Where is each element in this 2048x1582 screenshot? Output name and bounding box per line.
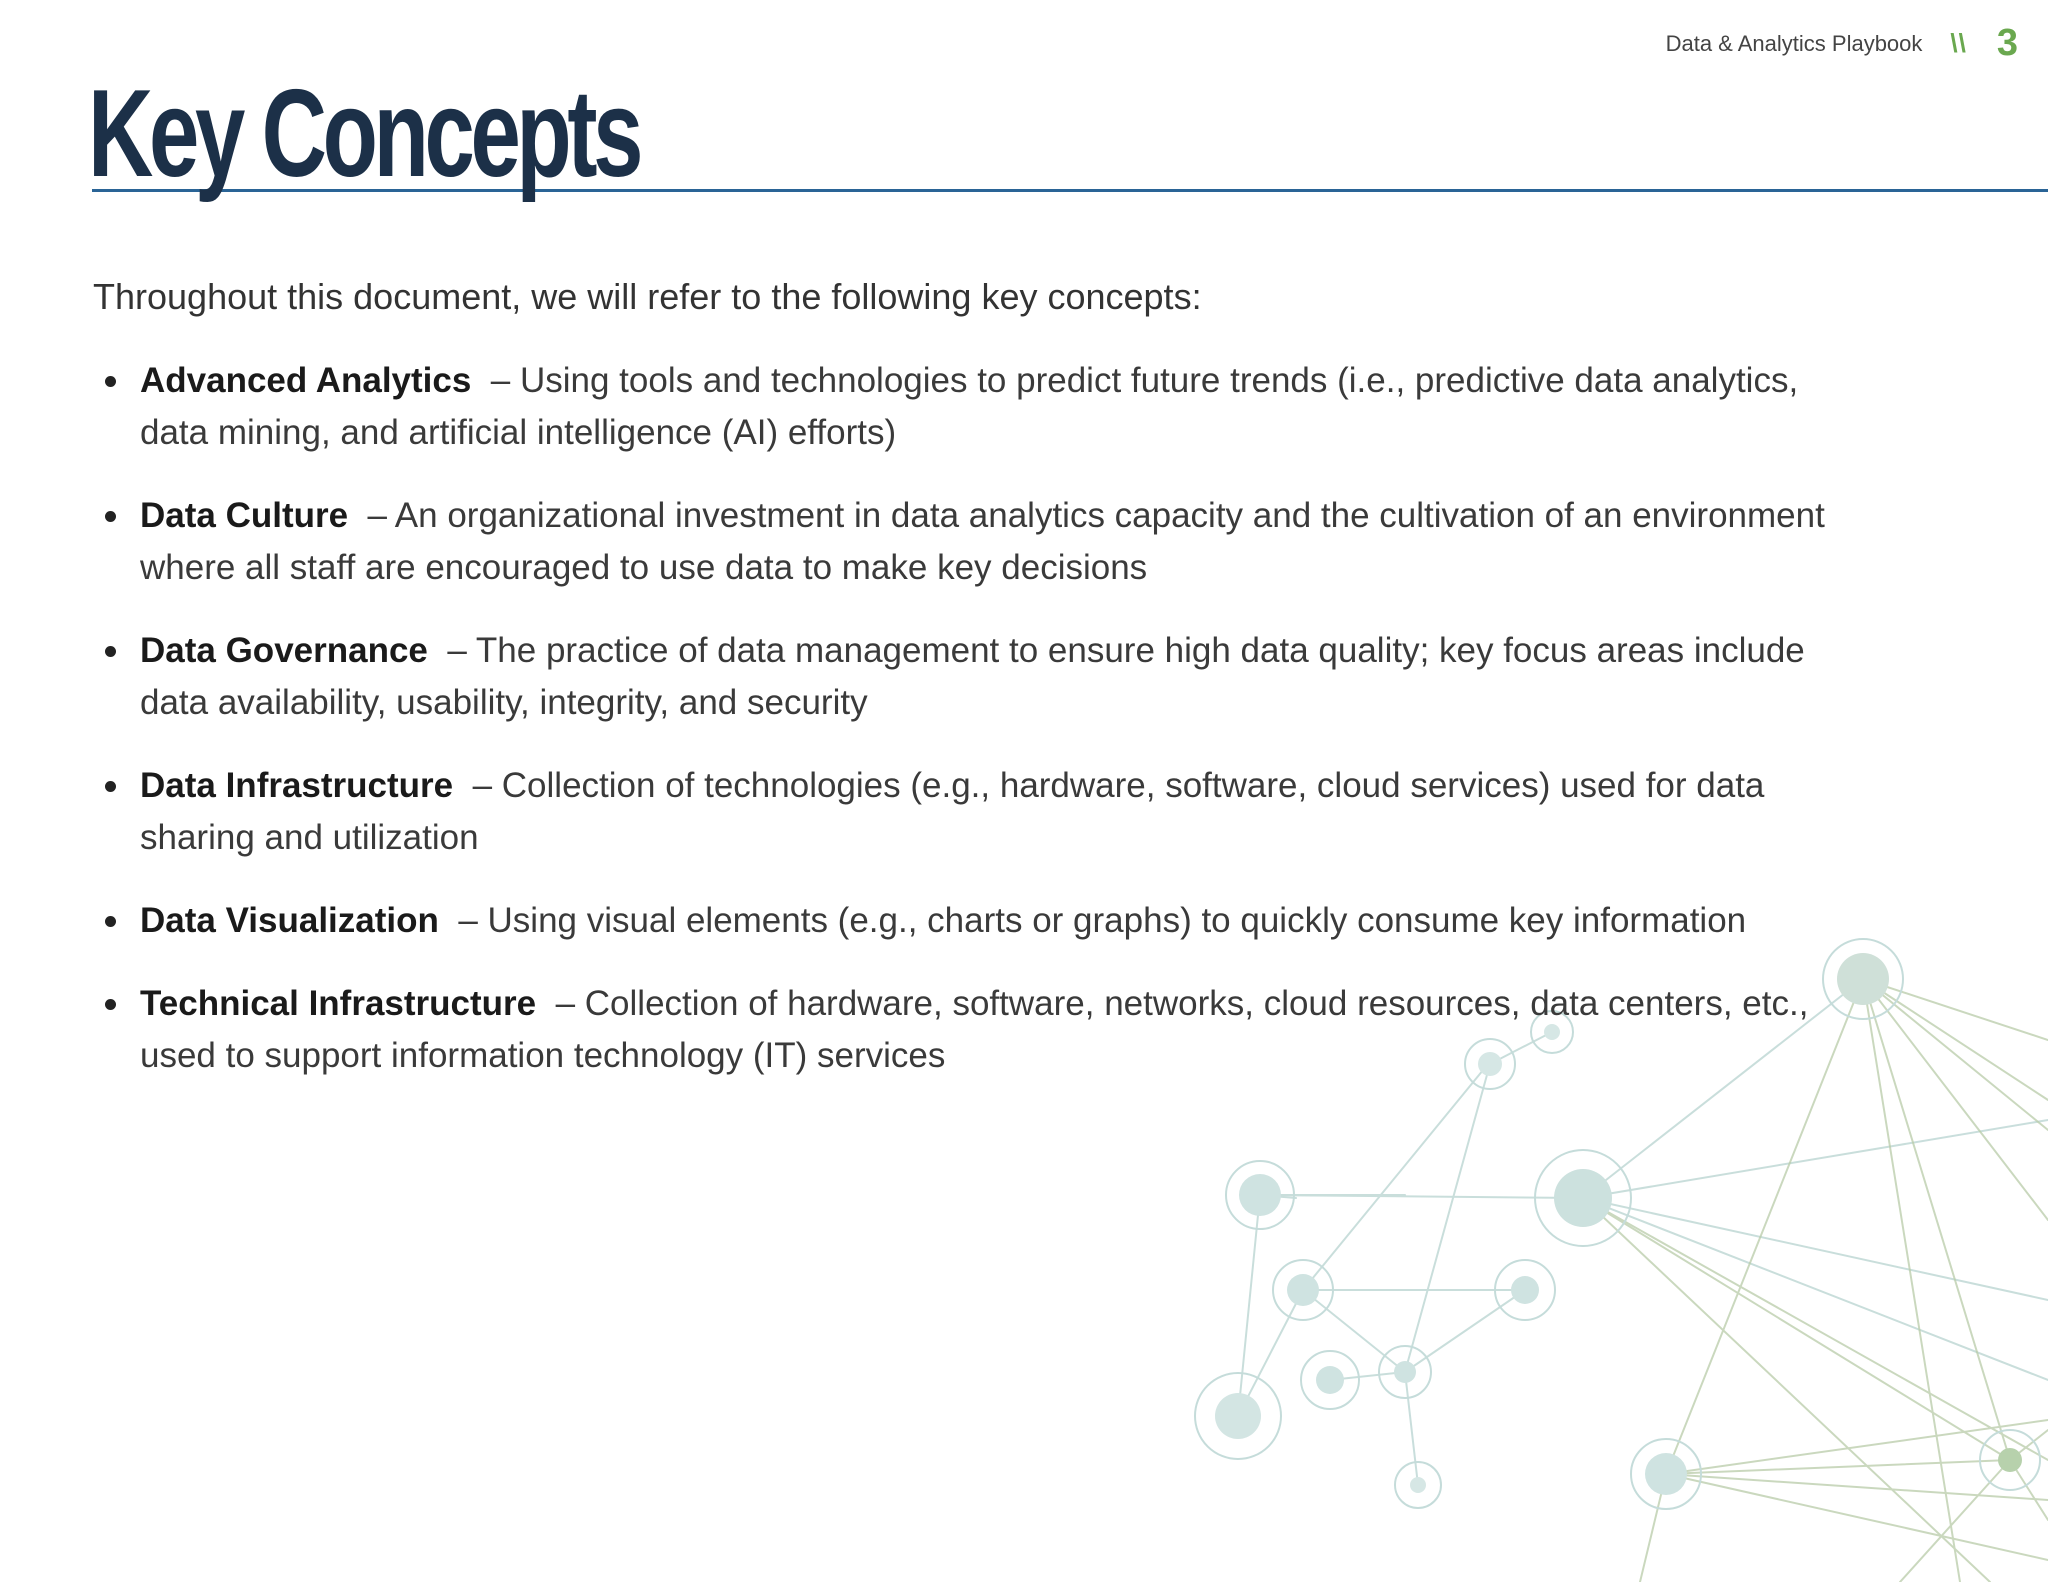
- key-concepts-list: [100, 355, 1840, 1113]
- concept-definition: – Collection of hardware, software, networks, cloud resources, data centers, etc., used to support information technology (IT) services: [140, 984, 1809, 1075]
- concept-term: Data Infrastructure: [140, 766, 454, 805]
- intro-text: Throughout this document, we will refer to the following key concepts:: [93, 276, 1202, 317]
- bullet-icon: [105, 781, 116, 792]
- concept-definition: – Using tools and technologies to predict future trends (i.e., predictive data analytics, data mining, and artificial intelligence (AI) efforts): [140, 361, 1799, 452]
- concept-definition: – Using visual elements (e.g., charts or graphs) to quickly consume key information: [458, 901, 1747, 940]
- concept-item: [100, 978, 1840, 1082]
- bullet-icon: [105, 999, 116, 1010]
- concept-term: Data Visualization: [140, 901, 439, 940]
- concept-definition: – The practice of data management to ensure high data quality; key focus areas include data availability, usability, integrity, and security: [140, 631, 1805, 722]
- concept-item: [100, 625, 1840, 729]
- page-title: Key Concepts: [88, 65, 640, 203]
- concept-term: Data Governance: [140, 631, 428, 670]
- concept-item: [100, 355, 1840, 459]
- document-title: Data & Analytics Playbook: [1665, 30, 1923, 56]
- bullet-icon: [105, 646, 116, 657]
- concept-item: [100, 490, 1840, 594]
- concept-definition: – An organizational investment in data analytics capacity and the cultivation of an environment where all staff are encouraged to use data to make key decisions: [140, 496, 1825, 587]
- page-header: [1666, 22, 2018, 65]
- bullet-icon: [105, 376, 116, 387]
- concept-term: Advanced Analytics: [140, 361, 472, 400]
- concept-term: Technical Infrastructure: [140, 984, 537, 1023]
- header-separator: \\: [1950, 28, 1967, 58]
- concept-item: [100, 760, 1840, 864]
- bullet-icon: [105, 511, 116, 522]
- concept-term: Data Culture: [140, 496, 349, 535]
- page-number: 3: [1996, 22, 2018, 64]
- concept-item: [100, 895, 1840, 947]
- concept-definition: – Collection of technologies (e.g., hardware, software, cloud services) used for data sharing and utilization: [140, 766, 1765, 857]
- bullet-icon: [105, 916, 116, 927]
